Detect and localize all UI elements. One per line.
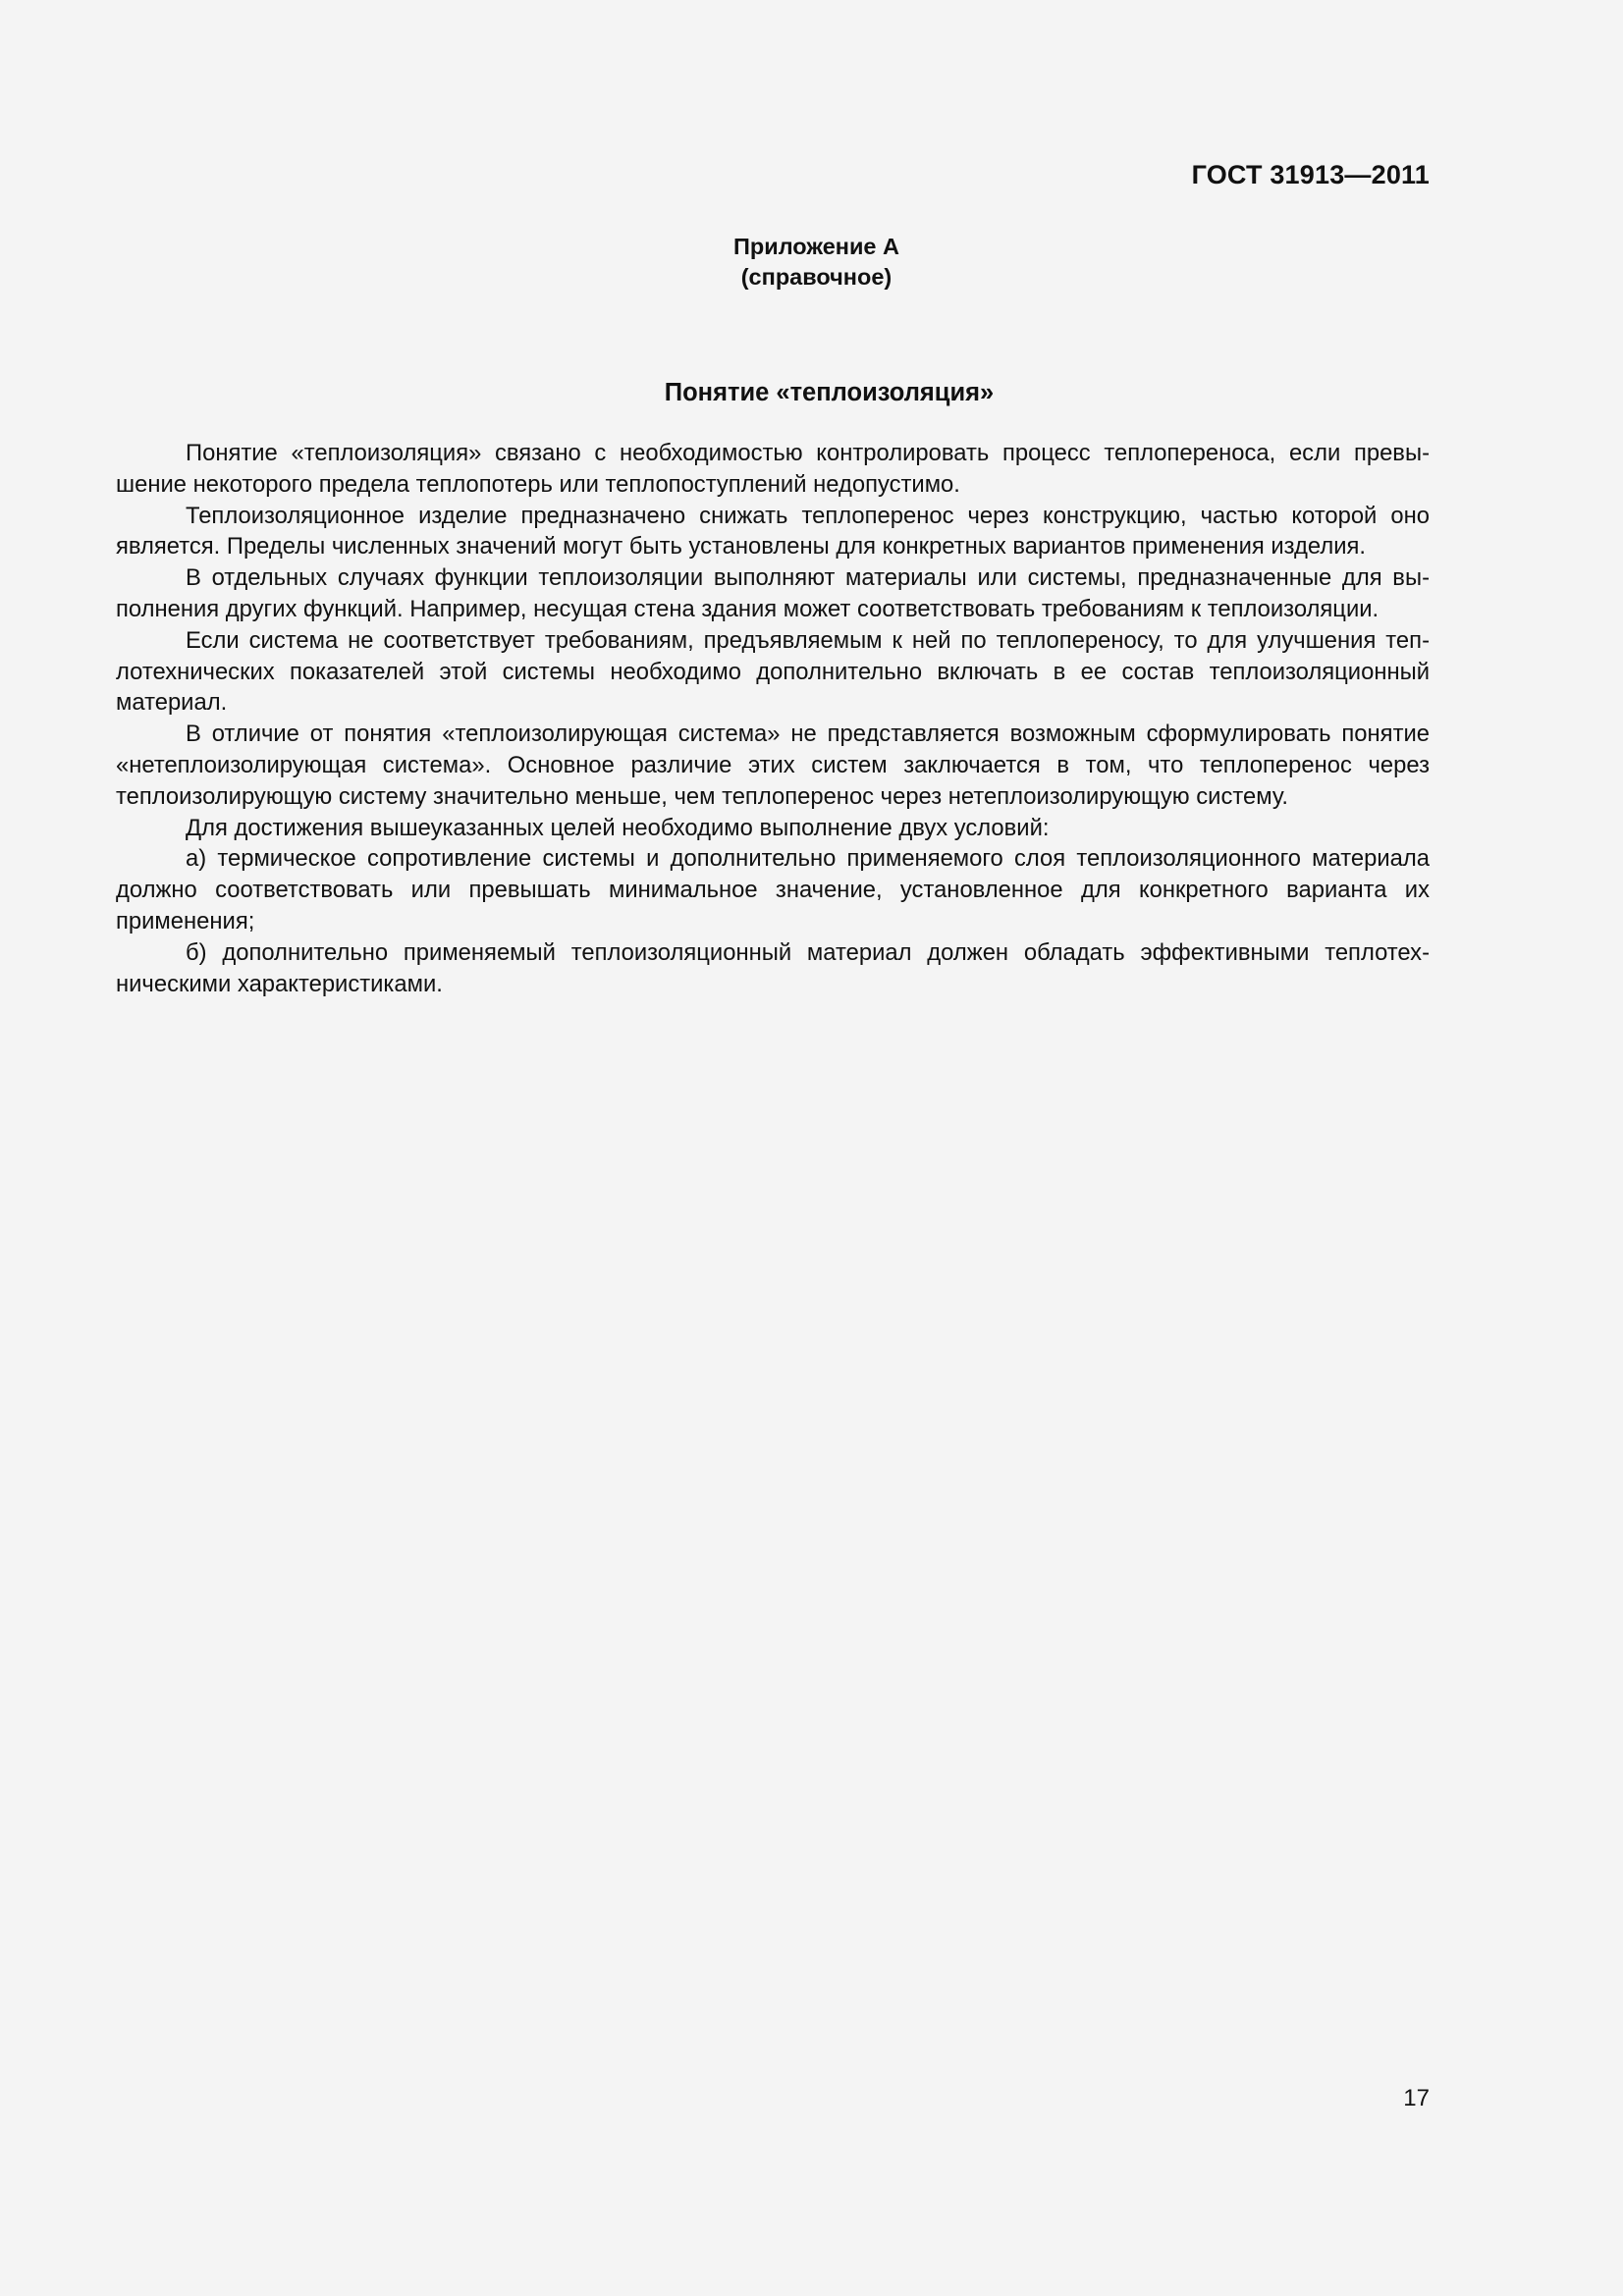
paragraph: Если система не соответствует требованиям, предъявляемым к ней по теплопереносу, то для улучшения теплотехнических показателей этой системы необходимо дополнительно включать в ее состав теплоизоляционный материал. [116,626,1430,717]
list-item-a: а) термическое сопротивление системы и дополнительно применяемого слоя теплоизоляционного материала должно соответствовать или превышать минимальное значение, установленное для конкретного варианта их применения; [116,845,1430,934]
annex-heading [0,232,1623,293]
paragraph: Теплоизоляционное изделие предназначено снижать теплоперенос через конструкцию, частью которой оно является. Пределы численных значений могут быть установлены для конкретных вариантов применения изделия. [116,502,1430,561]
annex-title: Приложение А [733,234,899,259]
document-code: ГОСТ 31913—2011 [1191,160,1430,189]
section-title: Понятие «теплоизоляция» [664,379,995,406]
paragraph: В отличие от понятия «теплоизолирующая система» не представляется возможным сформулировать понятие «нетеплоизолирующая система». Основное различие этих систем заключается в том, что теплоперенос через теплоизолирующую систему значительно меньше, чем теплоперенос через нетеплоизолирующую систему. [116,721,1430,810]
paragraph: Понятие «теплоизоляция» связано с необходимостью контролировать процесс теплопереноса, если превышение некоторого предела теплопотерь или теплопоступлений недопустимо. [116,440,1430,498]
paragraph: Для достижения вышеуказанных целей необходимо выполнение двух условий: [186,814,1050,841]
body-text [116,438,1430,999]
list-item-b: б) дополнительно применяемый теплоизоляционный материал должен обладать эффективными теплотехническими характеристиками. [116,938,1430,997]
paragraph: В отдельных случаях функции теплоизоляции выполняют материалы или системы, предназначенные для выполнения других функций. Например, несущая стена здания может соответствовать требованиям к теплоизоляции. [116,564,1430,622]
page-number: 17 [1403,2085,1430,2111]
annex-status: (справочное) [740,264,893,290]
section-title-wrapper [0,379,1623,407]
